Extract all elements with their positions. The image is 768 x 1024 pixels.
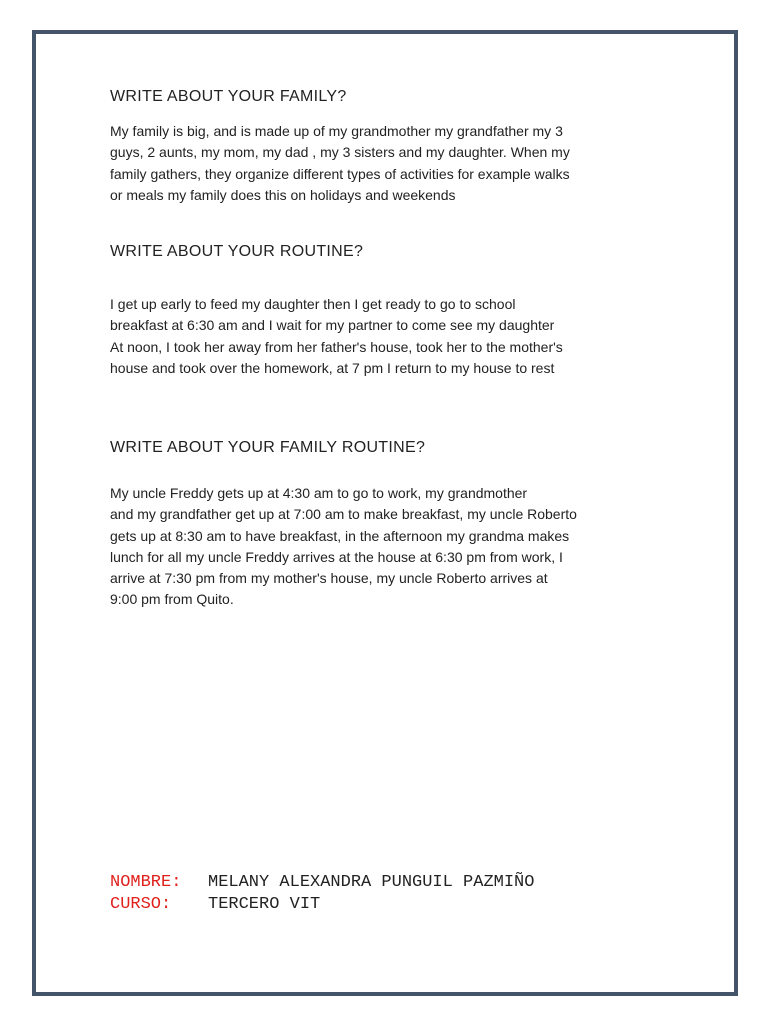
course-row <box>110 895 320 914</box>
paragraph-line: I get up early to feed my daughter then I get ready to go to school <box>110 296 516 312</box>
paragraph-line: lunch for all my uncle Freddy arrives at the house at 6:30 pm from work, I <box>110 548 563 565</box>
family-routine-paragraph <box>110 483 670 611</box>
paragraph-line: At noon, I took her away from her father's house, took her to the mother's <box>110 338 563 355</box>
name-row <box>110 873 534 892</box>
family-routine-heading: WRITE ABOUT YOUR FAMILY ROUTINE? <box>110 439 426 456</box>
paragraph-line: gets up at 8:30 am to have breakfast, in the afternoon my grandma makes <box>110 527 570 544</box>
routine-paragraph <box>110 294 670 379</box>
routine-heading: WRITE ABOUT YOUR ROUTINE? <box>110 243 364 260</box>
paragraph-line: arrive at 7:30 pm from my mother's house, my uncle Roberto arrives at <box>110 570 548 587</box>
course-value: TERCERO VIT <box>208 895 321 914</box>
family-heading: WRITE ABOUT YOUR FAMILY? <box>110 88 347 105</box>
name-value: MELANY ALEXANDRA PUNGUIL PAZMIÑO <box>208 873 535 892</box>
paragraph-line: My uncle Freddy gets up at 4:30 am to go to work, my grandmother <box>110 485 528 501</box>
family-paragraph <box>110 121 670 206</box>
paragraph-line: guys, 2 aunts, my mom, my dad , my 3 sisters and my daughter. When my <box>110 144 570 161</box>
paragraph-line: house and took over the homework, at 7 pm I return to my house to rest <box>110 359 555 376</box>
paragraph-line: 9:00 pm from Quito. <box>110 591 234 608</box>
paragraph-line: breakfast at 6:30 am and I wait for my partner to come see my daughter <box>110 317 555 334</box>
paragraph-line: or meals my family does this on holidays and weekends <box>110 186 456 203</box>
course-label: CURSO: <box>110 895 172 914</box>
paragraph-line: My family is big, and is made up of my grandmother my grandfather my 3 <box>110 123 563 139</box>
paragraph-line: and my grandfather get up at 7:00 am to make breakfast, my uncle Roberto <box>110 506 577 523</box>
name-label: NOMBRE: <box>110 873 182 892</box>
paragraph-line: family gathers, they organize different types of activities for example walks <box>110 165 570 182</box>
